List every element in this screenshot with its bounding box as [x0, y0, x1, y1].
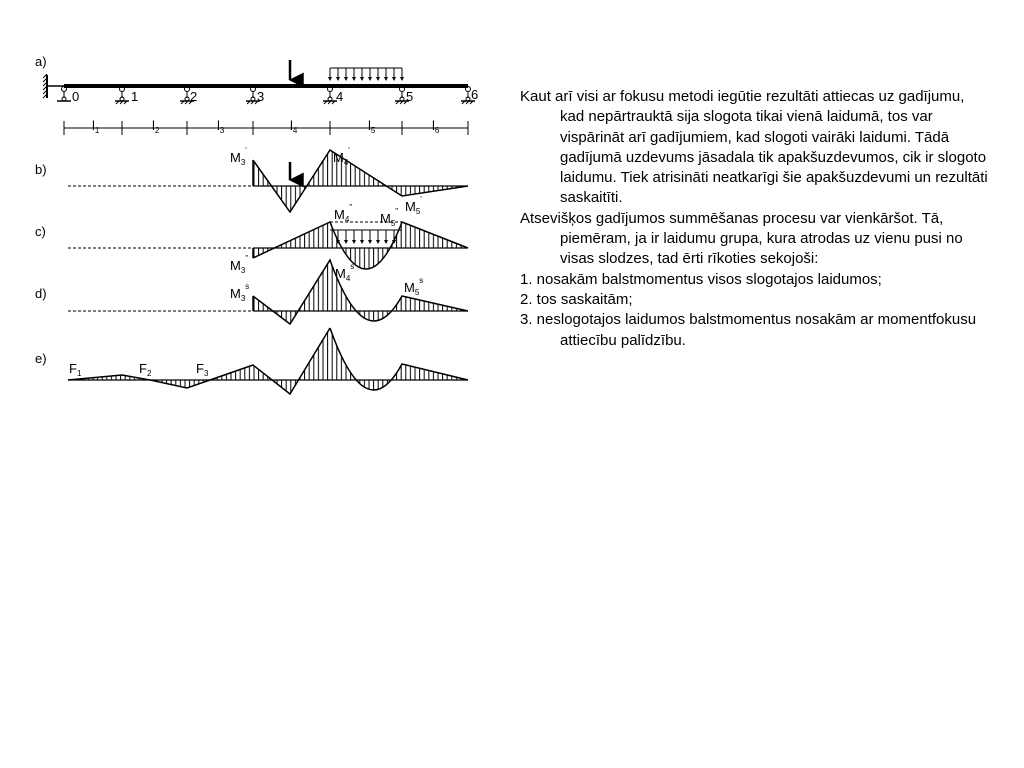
span-label-1: $l_1$ — [92, 118, 100, 135]
moment-diagram-e — [68, 328, 468, 394]
support-label-6: 6 — [471, 87, 479, 102]
label-c-m4: $M_4^"$ — [334, 203, 353, 224]
label-d-m5: $M_5^s$ — [404, 276, 424, 297]
support-1 — [115, 87, 129, 105]
span-label-2: $l_2$ — [152, 118, 160, 135]
support-label-5: 5 — [406, 89, 414, 104]
support-0 — [57, 87, 71, 102]
distributed-load — [330, 68, 402, 79]
label-e-f3: $F_3$ — [196, 361, 209, 378]
moment-diagram-c — [68, 222, 468, 269]
dimension-line — [64, 121, 468, 135]
label-c-m5: $M_5^"$ — [380, 207, 399, 228]
paragraph-simplification: Atsevišķos gadījumos summēšanas procesu var vienkāršot. Tā, piemēram, ja ir laidumu grupa, kura atrodas uz vienu pusi no visas slodzes, tad ērti rīkoties sekojoši: — [520, 209, 963, 268]
label-e-f1: $F_1$ — [69, 361, 82, 378]
explanation-text — [520, 87, 990, 351]
label-c-m3: $M_3^"$ — [230, 254, 249, 275]
label-b-m5: $M_5'$ — [405, 195, 422, 216]
row-label-b: b) — [35, 162, 47, 177]
row-label-c: c) — [35, 224, 46, 239]
label-b-m4: $M_4'$ — [333, 146, 350, 167]
row-label-e: e) — [35, 351, 47, 366]
span-label-4: $l_4$ — [290, 118, 298, 135]
label-d-m4: $M_4^s$ — [335, 262, 355, 283]
label-e-f2: $F_2$ — [139, 361, 152, 378]
label-b-m3: $M_3'$ — [230, 146, 247, 167]
span-label-6: $l_6$ — [432, 118, 440, 135]
support-label-1: 1 — [131, 89, 139, 104]
paragraph-intro: Kaut arī visi ar fokusu metodi iegūtie rezultāti attiecas uz gadījumu, kad nepārtrauktā sija slogota tikai vienā laidumā, tos var vispārināt arī gadījumiem, kad slogoti vairāki laidumi. Tādā gadījumā uzdevums jāsadala tik apakšuzdevumos, cik ir slogoto laidumu. Tiek atrisināti neatkarīgi šie apakšuzdevumi un rezultāti saskaitīti. — [520, 88, 988, 207]
support-label-4: 4 — [336, 89, 344, 104]
span-label-3: $l_3$ — [217, 118, 225, 135]
step-3: 3. neslogotajos laidumos balstmomentus nosakām ar momentfokusu attiecību palīdzību. — [520, 311, 977, 349]
row-label-d: d) — [35, 286, 47, 301]
support-label-3: 3 — [257, 89, 265, 104]
span-label-5: $l_5$ — [368, 118, 376, 135]
label-d-m3: $M_3^s$ — [230, 282, 250, 303]
beam-moment-diagram — [0, 0, 520, 400]
support-label-0: 0 — [72, 89, 80, 104]
support-4 — [323, 87, 337, 105]
support-label-2: 2 — [190, 89, 198, 104]
row-label-a: a) — [35, 54, 47, 69]
step-2: 2. tos saskaitām; — [520, 290, 633, 308]
beam-scheme — [43, 60, 478, 104]
step-1: 1. nosakām balstmomentus visos slogotajos laidumos; — [520, 270, 882, 288]
